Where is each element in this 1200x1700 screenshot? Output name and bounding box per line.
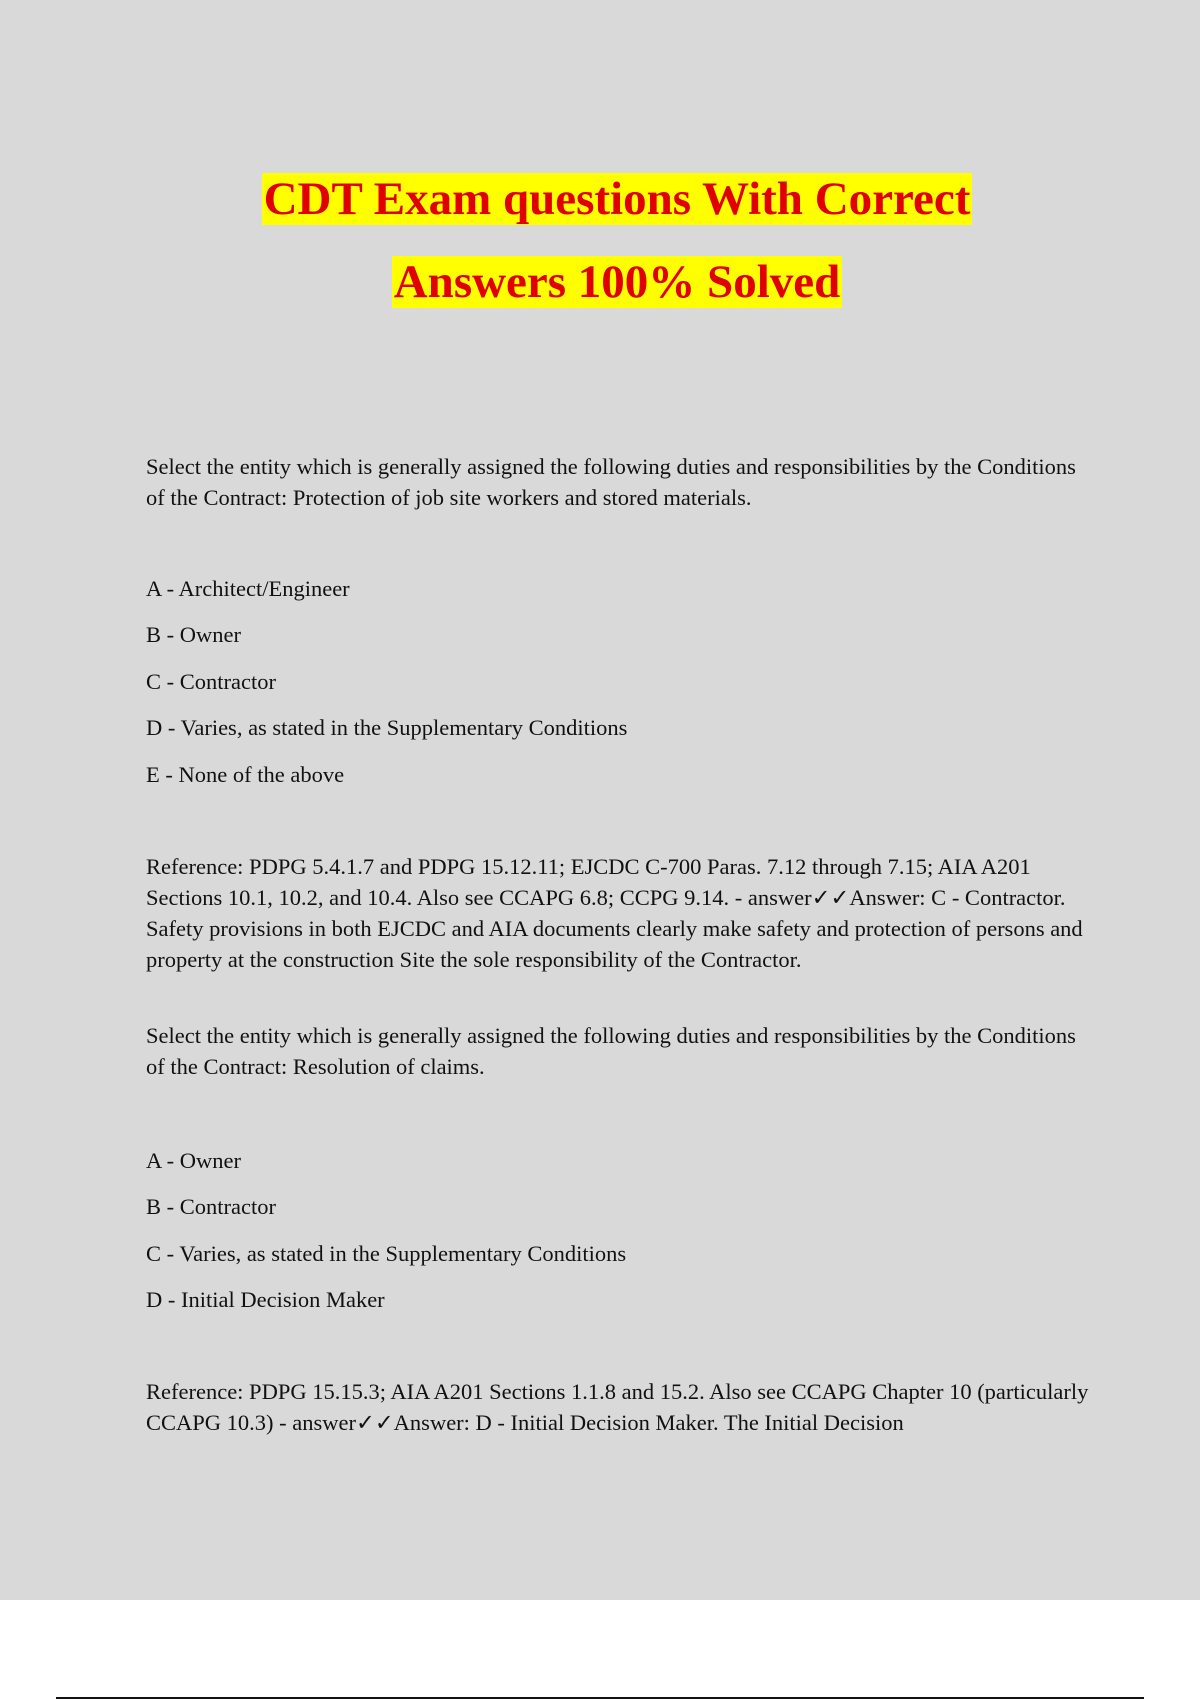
- question-1-option-e: E - None of the above: [146, 762, 345, 787]
- footer-divider: [56, 1697, 1144, 1699]
- question-2-option-b: B - Contractor: [146, 1194, 276, 1219]
- question-1-option-c: C - Contractor: [146, 669, 276, 694]
- question-2-option-c: C - Varies, as stated in the Supplementary Conditions: [146, 1241, 627, 1266]
- title-highlight-2: Answers 100% Solved: [393, 256, 841, 308]
- question-1-prompt: Select the entity which is generally assigned the following duties and responsibilities by the Conditions of the Contract: Protection of job site workers and stored materials.: [146, 454, 1076, 510]
- question-2-option-a: A - Owner: [146, 1148, 241, 1173]
- question-1-reference-answer: Reference: PDPG 5.4.1.7 and PDPG 15.12.11; EJCDC C-700 Paras. 7.12 through 7.15; AIA A201 Sections 10.1, 10.2, and 10.4. Also see CCAPG 6.8; CCPG 9.14. - answer✓✓Answer: C - Contractor. Safety provisions in both EJCDC and AIA documents clearly make safety and protection of persons and property at the construction Site the sole responsibility of the Contractor.: [146, 854, 1083, 972]
- question-2-option-d: D - Initial Decision Maker: [146, 1287, 385, 1312]
- document-title-line-1: [0, 172, 1200, 226]
- document-title-line-2: [0, 255, 1200, 309]
- question-1-option-d: D - Varies, as stated in the Supplementary Conditions: [146, 715, 628, 740]
- question-1-option-a: A - Architect/Engineer: [146, 576, 350, 601]
- question-2-reference-answer: Reference: PDPG 15.15.3; AIA A201 Sections 1.1.8 and 15.2. Also see CCAPG Chapter 10 (particularly CCAPG 10.3) - answer✓✓Answer: D - Initial Decision Maker. The Initial Decision: [146, 1379, 1089, 1435]
- question-2-prompt: Select the entity which is generally assigned the following duties and responsibilities by the Conditions of the Contract: Resolution of claims.: [146, 1023, 1076, 1079]
- question-1-option-b: B - Owner: [146, 622, 241, 647]
- title-highlight-1: CDT Exam questions With Correct: [263, 173, 971, 225]
